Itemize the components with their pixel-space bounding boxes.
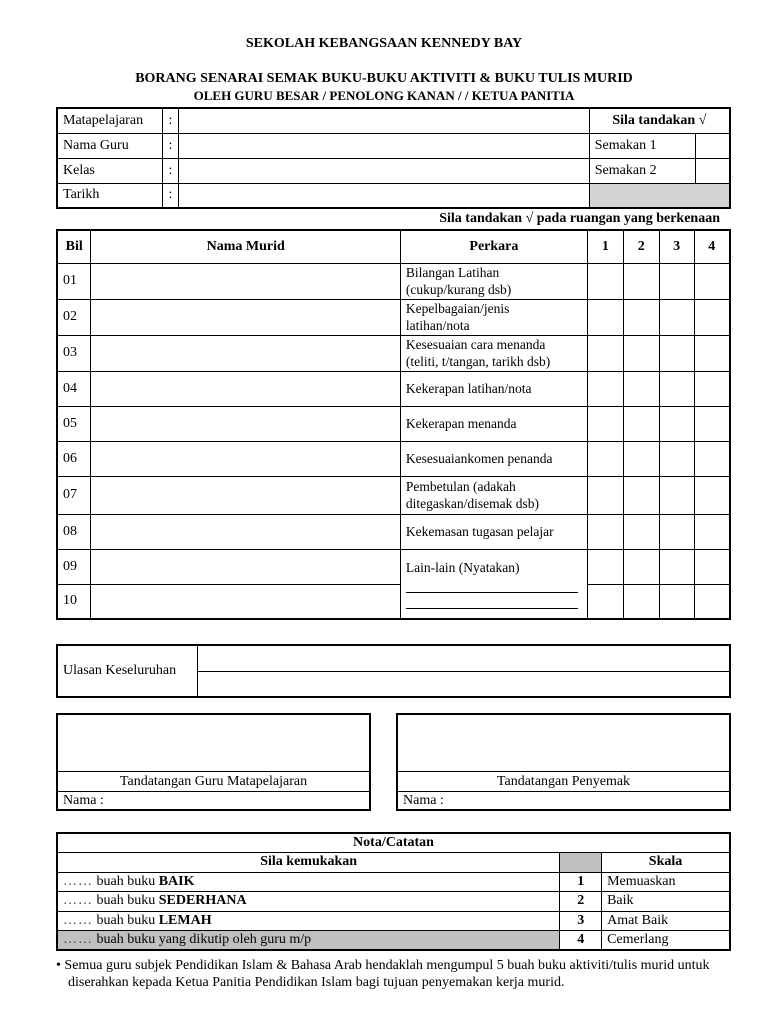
nota-table bbox=[56, 832, 731, 951]
table-row bbox=[57, 371, 730, 406]
nyatakan-line-1[interactable] bbox=[406, 579, 578, 593]
semakan-label: Semakan 2 bbox=[589, 158, 695, 183]
perkara-text: Kesesuaian cara menanda bbox=[405, 337, 546, 352]
table-row bbox=[57, 584, 730, 619]
skala-label: Cemerlang bbox=[602, 931, 730, 951]
nota-item[interactable] bbox=[57, 931, 560, 951]
signature-label: Tandatangan Guru Matapelajaran bbox=[58, 772, 369, 792]
nota-row bbox=[57, 911, 730, 931]
nota-divider bbox=[560, 853, 602, 873]
table-row bbox=[57, 406, 730, 441]
tick-box-col-3[interactable] bbox=[659, 406, 694, 441]
grey-cell bbox=[589, 183, 730, 208]
tarikh-field[interactable] bbox=[179, 183, 589, 208]
signature-box-guru bbox=[56, 713, 371, 811]
nota-item-grade: BAIK bbox=[158, 873, 195, 889]
nota-item[interactable] bbox=[57, 892, 560, 912]
nama-murid-field[interactable] bbox=[91, 476, 400, 514]
tick-box-col-2[interactable] bbox=[623, 299, 659, 335]
tick-box-col-1[interactable] bbox=[587, 299, 623, 335]
nota-item-text: buah buku bbox=[96, 912, 156, 928]
tick-box-col-3[interactable] bbox=[659, 263, 694, 299]
tick-box-col-4[interactable] bbox=[694, 406, 730, 441]
perkara-cell bbox=[400, 406, 587, 441]
tick-box-col-3[interactable] bbox=[659, 371, 694, 406]
semakan-1-checkbox[interactable] bbox=[695, 133, 730, 158]
skala-label: Baik bbox=[602, 892, 730, 912]
nama-label: Nama : bbox=[63, 793, 104, 808]
tick-box-col-3[interactable] bbox=[659, 299, 694, 335]
row-bil: 03 bbox=[57, 335, 91, 371]
nota-title: Nota/Catatan bbox=[57, 833, 730, 853]
table-row bbox=[57, 441, 730, 476]
nama-murid-field[interactable] bbox=[91, 441, 400, 476]
tick-box-col-1[interactable] bbox=[587, 549, 623, 584]
tick-box-col-1[interactable] bbox=[587, 263, 623, 299]
colon: : bbox=[163, 183, 179, 208]
skala-label: Memuaskan bbox=[602, 872, 730, 892]
skala-number: 1 bbox=[560, 872, 602, 892]
perkara-text: Kekerapan menanda bbox=[405, 416, 517, 431]
row-bil: 08 bbox=[57, 514, 91, 549]
row-bil: 06 bbox=[57, 441, 91, 476]
tick-title: Sila tandakan √ bbox=[589, 108, 730, 133]
row-bil: 04 bbox=[57, 371, 91, 406]
ulasan-label: Ulasan Keseluruhan bbox=[57, 645, 197, 697]
kelas-field[interactable] bbox=[179, 158, 589, 183]
tick-box-col-3[interactable] bbox=[659, 549, 694, 584]
tick-box-col-3[interactable] bbox=[659, 441, 694, 476]
tick-box-col-4[interactable] bbox=[694, 299, 730, 335]
perkara-text: Pembetulan (adakah bbox=[405, 479, 516, 494]
tick-box-col-2[interactable] bbox=[623, 335, 659, 371]
ulasan-line-1[interactable] bbox=[197, 645, 730, 671]
ulasan-line-2[interactable] bbox=[197, 671, 730, 697]
header-perkara: Perkara bbox=[400, 230, 587, 263]
tick-box-col-4[interactable] bbox=[694, 441, 730, 476]
tick-box-col-3[interactable] bbox=[659, 335, 694, 371]
nota-right-header: Skala bbox=[602, 853, 730, 873]
perkara-text: Kekerapan latihan/nota bbox=[405, 381, 532, 396]
signature-area[interactable] bbox=[398, 715, 729, 772]
perkara-text: Lain-lain (Nyatakan) bbox=[405, 559, 520, 575]
tick-box-col-1[interactable] bbox=[587, 514, 623, 549]
perkara-cell bbox=[400, 263, 587, 299]
row-bil: 09 bbox=[57, 549, 91, 584]
field-label: Kelas bbox=[57, 158, 163, 183]
tick-box-col-1[interactable] bbox=[587, 441, 623, 476]
header-bil: Bil bbox=[57, 230, 91, 263]
tick-box-col-2[interactable] bbox=[623, 441, 659, 476]
colon: : bbox=[163, 108, 179, 133]
table-row bbox=[57, 549, 730, 584]
row-bil: 02 bbox=[57, 299, 91, 335]
nama-guru-field[interactable] bbox=[179, 133, 589, 158]
field-label: Matapelajaran bbox=[57, 108, 163, 133]
row-bil: 01 bbox=[57, 263, 91, 299]
nama-murid-field[interactable] bbox=[91, 406, 400, 441]
row-bil: 10 bbox=[57, 584, 91, 619]
footer-note-text: Semua guru subjek Pendidikan Islam & Bahasa Arab hendaklah mengumpul 5 buah buku aktiviti/tulis murid untuk diserahkan kepada Ketua Panitia Pendidikan Islam bagi tujuan penyemakan kerja murid. bbox=[64, 958, 710, 990]
skala-number: 2 bbox=[560, 892, 602, 912]
tick-box-col-2[interactable] bbox=[623, 584, 659, 619]
signature-area[interactable] bbox=[58, 715, 369, 772]
header-col-2: 2 bbox=[623, 230, 659, 263]
header-col-4: 4 bbox=[694, 230, 730, 263]
skala-label: Amat Baik bbox=[602, 911, 730, 931]
nota-row bbox=[57, 892, 730, 912]
colon: : bbox=[163, 133, 179, 158]
nota-item-grade: LEMAH bbox=[158, 912, 212, 928]
nama-label: Nama : bbox=[403, 793, 444, 808]
dots-blank: …… bbox=[63, 932, 93, 947]
instruction-text: Sila tandakan √ pada ruangan yang berkenaan bbox=[439, 211, 720, 226]
nota-item[interactable] bbox=[57, 911, 560, 931]
table-row bbox=[57, 514, 730, 549]
row-bil: 05 bbox=[57, 406, 91, 441]
perkara-cell bbox=[400, 335, 587, 371]
tick-box-col-4[interactable] bbox=[694, 263, 730, 299]
tick-box-col-3[interactable] bbox=[659, 584, 694, 619]
table-row bbox=[57, 299, 730, 335]
tick-box-col-2[interactable] bbox=[623, 371, 659, 406]
tick-box-col-2[interactable] bbox=[623, 406, 659, 441]
dots-blank: …… bbox=[63, 873, 93, 889]
tick-box-col-1[interactable] bbox=[587, 335, 623, 371]
tick-box-col-1[interactable] bbox=[587, 406, 623, 441]
nama-murid-field[interactable] bbox=[91, 263, 400, 299]
perkara-cell bbox=[400, 371, 587, 406]
perkara-text: latihan/nota bbox=[405, 318, 470, 333]
tick-box-col-1[interactable] bbox=[587, 476, 623, 514]
tick-box-col-4[interactable] bbox=[694, 549, 730, 584]
nyatakan-line-2[interactable] bbox=[406, 595, 578, 609]
table-row bbox=[57, 476, 730, 514]
perkara-cell bbox=[400, 476, 587, 514]
form-title: BORANG SENARAI SEMAK BUKU-BUKU AKTIVITI & BUKU TULIS MURID bbox=[135, 71, 633, 86]
perkara-text: (teliti, t/tangan, tarikh dsb) bbox=[405, 354, 551, 369]
ulasan-table bbox=[56, 644, 731, 698]
perkara-text: Bilangan Latihan bbox=[405, 265, 500, 280]
field-label: Tarikh bbox=[57, 183, 163, 208]
tick-box-col-4[interactable] bbox=[694, 514, 730, 549]
perkara-text: Kesesuaiankomen penanda bbox=[405, 451, 553, 466]
nama-murid-field[interactable] bbox=[91, 514, 400, 549]
nota-row bbox=[57, 931, 730, 951]
perkara-text: Kekemasan tugasan pelajar bbox=[405, 524, 554, 539]
perkara-text: Kepelbagaian/jenis bbox=[405, 301, 510, 316]
nota-item-text: buah buku bbox=[96, 873, 156, 889]
tick-box-col-1[interactable] bbox=[587, 371, 623, 406]
tick-box-col-2[interactable] bbox=[623, 514, 659, 549]
perkara-cell bbox=[400, 299, 587, 335]
nama-murid-field[interactable] bbox=[91, 549, 400, 584]
tick-box-col-2[interactable] bbox=[623, 263, 659, 299]
nota-row bbox=[57, 872, 730, 892]
tick-box-col-4[interactable] bbox=[694, 476, 730, 514]
header-col-1: 1 bbox=[587, 230, 623, 263]
nota-item-text: buah buku bbox=[96, 893, 156, 909]
form-subtitle: OLEH GURU BESAR / PENOLONG KANAN / / KETUA PANITIA bbox=[193, 88, 575, 103]
school-name: SEKOLAH KEBANGSAAN KENNEDY BAY bbox=[245, 36, 523, 51]
nota-left-header: Sila kemukakan bbox=[57, 853, 560, 873]
nota-item-grade: SEDERHANA bbox=[158, 893, 247, 909]
table-row bbox=[57, 263, 730, 299]
header-col-3: 3 bbox=[659, 230, 694, 263]
perkara-text: ditegaskan/disemak dsb) bbox=[405, 496, 540, 511]
semakan-label: Semakan 1 bbox=[589, 133, 695, 158]
signature-box-penyemak bbox=[396, 713, 731, 811]
nama-murid-field[interactable] bbox=[91, 335, 400, 371]
tick-box-col-1[interactable] bbox=[587, 584, 623, 619]
table-row bbox=[57, 335, 730, 371]
skala-number: 3 bbox=[560, 911, 602, 931]
tick-box-col-2[interactable] bbox=[623, 476, 659, 514]
perkara-cell bbox=[400, 514, 587, 549]
perkara-cell bbox=[400, 441, 587, 476]
footer-note: • Semua guru subjek Pendidikan Islam & Bahasa Arab hendaklah mengumpul 5 buah buku aktiviti/tulis murid untuk diserahkan kepada Ketua Panitia Pendidikan Islam bagi tujuan penyemakan kerja murid. bbox=[56, 958, 710, 990]
nama-murid-field[interactable] bbox=[91, 371, 400, 406]
tick-box-col-3[interactable] bbox=[659, 514, 694, 549]
dots-blank: …… bbox=[63, 912, 93, 928]
nota-item-text: buah buku yang dikutip oleh guru m/p bbox=[96, 932, 312, 947]
tick-box-col-4[interactable] bbox=[694, 335, 730, 371]
colon: : bbox=[163, 158, 179, 183]
tick-box-col-4[interactable] bbox=[694, 371, 730, 406]
dots-blank: …… bbox=[63, 893, 93, 909]
row-bil: 07 bbox=[57, 476, 91, 514]
nama-murid-field[interactable] bbox=[91, 584, 400, 619]
tick-box-col-3[interactable] bbox=[659, 476, 694, 514]
perkara-cell bbox=[400, 549, 587, 619]
signature-label: Tandatangan Penyemak bbox=[398, 772, 729, 792]
semakan-2-checkbox[interactable] bbox=[695, 158, 730, 183]
info-table bbox=[56, 107, 731, 209]
nama-murid-field[interactable] bbox=[91, 299, 400, 335]
skala-number: 4 bbox=[560, 931, 602, 951]
field-label: Nama Guru bbox=[57, 133, 163, 158]
perkara-text: (cukup/kurang dsb) bbox=[405, 282, 512, 297]
checklist-table bbox=[56, 229, 731, 620]
tick-box-col-4[interactable] bbox=[694, 584, 730, 619]
header-nama-murid: Nama Murid bbox=[91, 230, 400, 263]
nota-item[interactable] bbox=[57, 872, 560, 892]
matapelajaran-field[interactable] bbox=[179, 108, 589, 133]
tick-box-col-2[interactable] bbox=[623, 549, 659, 584]
